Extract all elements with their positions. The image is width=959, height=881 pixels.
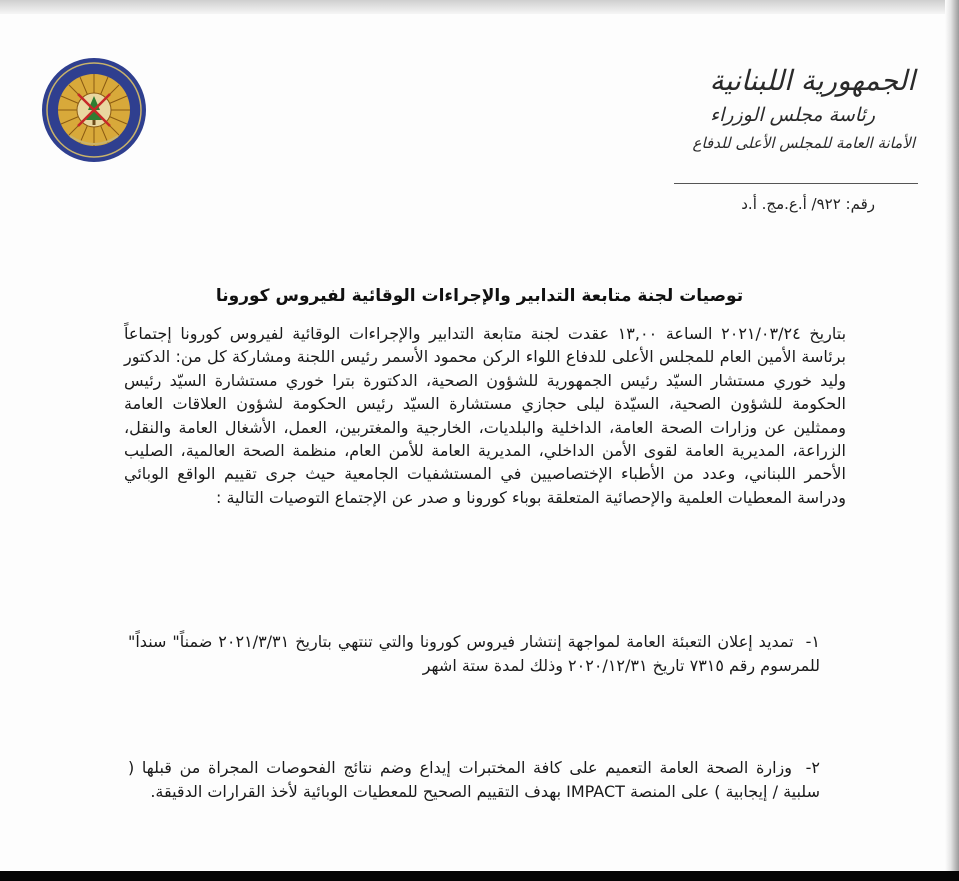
recommendation-number: ١- <box>805 632 820 651</box>
scan-right-edge <box>945 0 959 881</box>
reference-number: رقم: ٩٢٢/ أ.ع.مج. أ.د <box>741 195 875 213</box>
letterhead-secretariat: الأمانة العامة للمجلس الأعلى للدفاع <box>692 134 915 152</box>
council-seal-icon <box>40 56 148 164</box>
letterhead <box>585 62 915 156</box>
recommendation-text: وزارة الصحة العامة التعميم على كافة المختبرات إيداع وضم نتائج الفحوصات المجراة من قبلها ( سلبية / إيجابية ) على المنصة IMPACT بهدف التقييم الصحيح للمعطيات الوبائية لأخذ القرارات الدقيقة. <box>128 758 820 801</box>
scan-bottom-edge <box>0 871 959 881</box>
scan-top-shadow <box>0 0 959 14</box>
intro-paragraph: بتاريخ ٢٠٢١/٠٣/٢٤ الساعة ١٣,٠٠ عقدت لجنة متابعة التدابير والإجراءات الوقائية لفيروس كورونا إجتماعاً برئاسة الأمين العام للمجلس الأعلى للدفاع اللواء الركن محمود الأسمر رئيس اللجنة ومشاركة كل من: الدكتور وليد خوري مستشار السيّد رئيس الجمهورية للشؤون الصحية، الدكتورة بترا خوري مستشارة السيّد رئيس الحكومة للشؤون الصحية، السيّدة ليلى حجازي مستشارة السيّد رئيس الحكومة لشؤون العلاقات العامة وممثلين عن وزارات الصحة العامة، الداخلية والبلديات، الخارجية والمغتربين، العمل، الأشغال العامة والنقل، الزراعة، المديرية العامة لقوى الأمن الداخلي، المديرية العامة للأمن العام، منظمة الصحة العالمية، الصليب الأحمر اللبناني، وعدد من الأطباء الإختصاصيين في المستشفيات الجامعية حيث جرى تقييم الواقع الوبائي ودراسة المعطيات العلمية والإحصائية المتعلقة بوباء كورونا و صدر عن الإجتماع التوصيات التالية : <box>124 324 847 507</box>
letterhead-divider <box>674 183 918 184</box>
recommendation-number: ٢- <box>805 758 820 777</box>
document-title: توصيات لجنة متابعة التدابير والإجراءات الوقائية لفيروس كورونا <box>215 286 744 306</box>
recommendation-text: تمديد إعلان التعبئة العامة لمواجهة إنتشار فيروس كورونا والتي تنتهي بتاريخ ٢٠٢١/٣/٣١ ضمناً" سنداً" للمرسوم رقم ٧٣١٥ تاريخ ٢٠٢٠/١٢/٣١ وذلك لمدة ستة اشهر <box>128 632 820 675</box>
letterhead-republic: الجمهورية اللبنانية <box>709 64 915 97</box>
letterhead-presidency: رئاسة مجلس الوزراء <box>710 104 875 126</box>
recommendation-item <box>128 756 820 803</box>
recommendation-item <box>128 630 820 677</box>
